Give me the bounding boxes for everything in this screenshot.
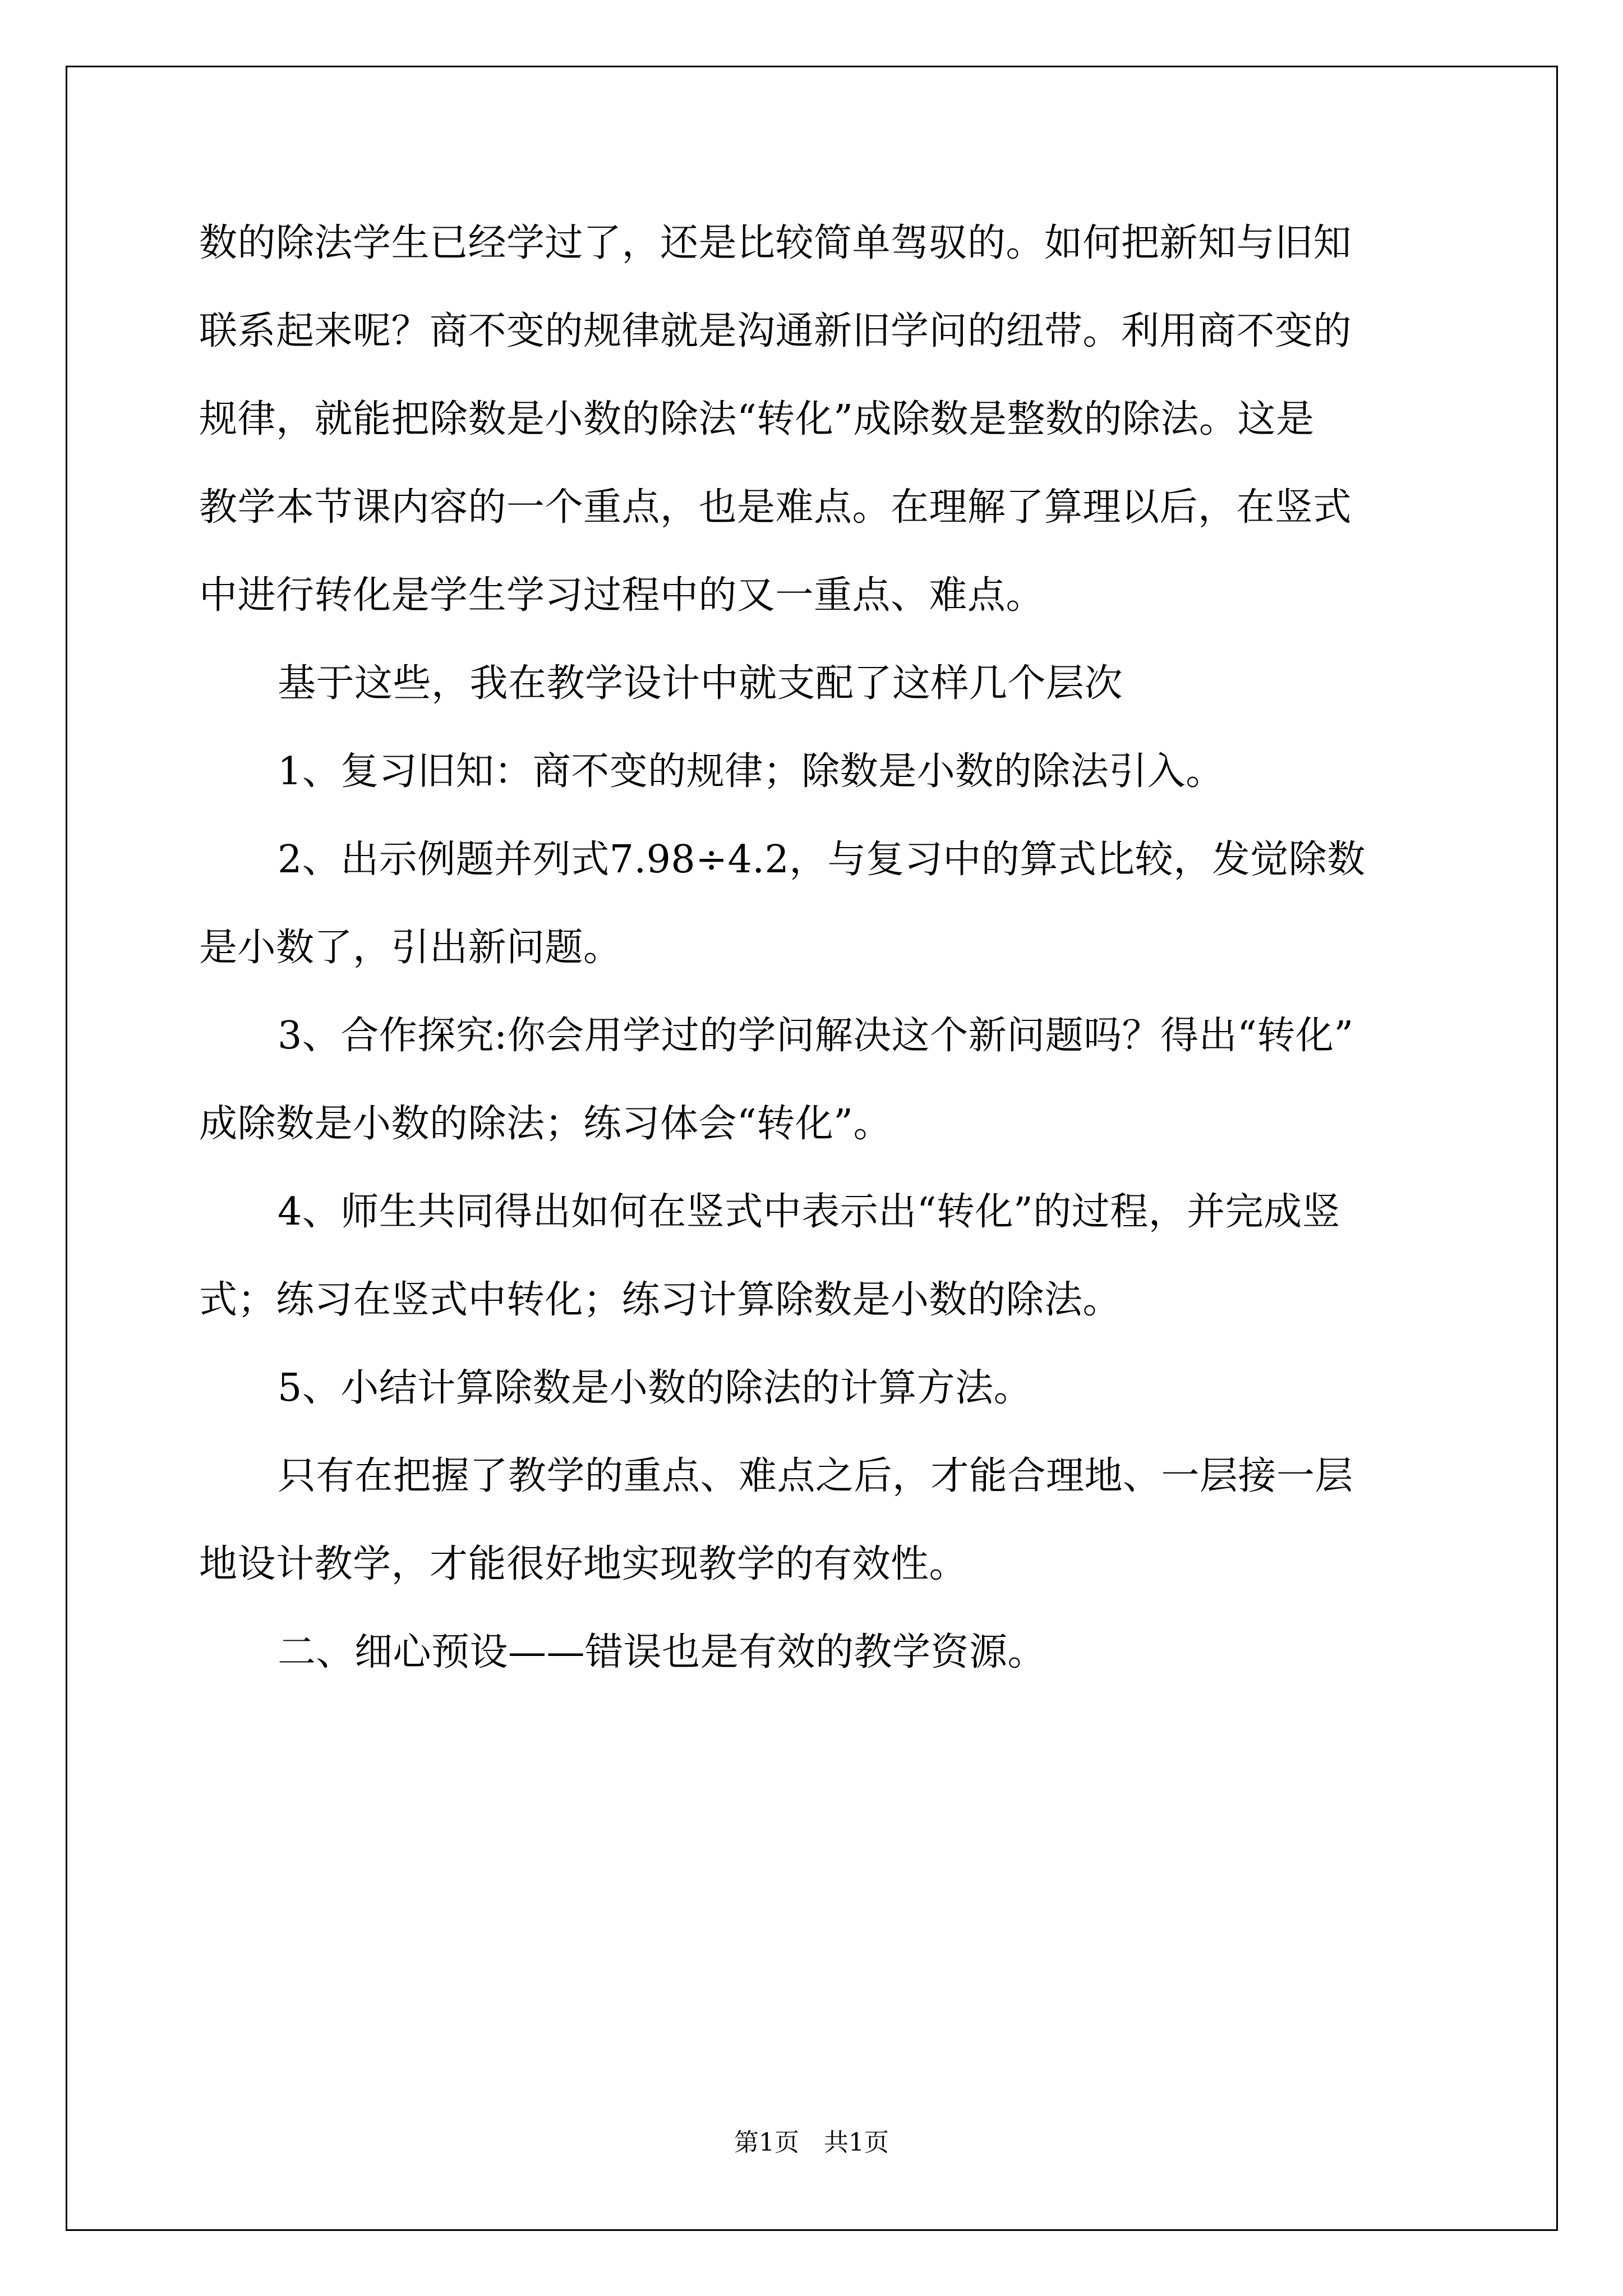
text-line: 2、出示例题并列式7.98÷4.2，与复习中的算式比较，发觉除数 xyxy=(278,838,1366,882)
document-body xyxy=(199,199,1433,1696)
text-line: 联系起来呢？商不变的规律就是沟通新旧学问的纽带。利用商不变的 xyxy=(199,309,1352,353)
text-line: 基于这些，我在教学设计中就支配了这样几个层次 xyxy=(278,661,1123,706)
text-line: 地设计教学，才能很好地实现教学的有效性。 xyxy=(199,1542,968,1586)
text-line: 教学本节课内容的一个重点，也是难点。在理解了算理以后，在竖式 xyxy=(199,485,1352,530)
text-line: 数的除法学生已经学过了，还是比较简单驾驭的。如何把新知与旧知 xyxy=(199,221,1352,265)
text-line: 5、小结计算除数是小数的除法的计算方法。 xyxy=(278,1366,1032,1410)
text-line: 式；练习在竖式中转化；练习计算除数是小数的除法。 xyxy=(199,1278,1122,1322)
text-line: 规律，就能把除数是小数的除法“转化”成除数是整数的除法。这是 xyxy=(199,397,1315,441)
text-line: 中进行转化是学生学习过程中的又一重点、难点。 xyxy=(199,573,1045,618)
text-line: 只有在把握了教学的重点、难点之后，才能合理地、一层接一层 xyxy=(278,1454,1354,1498)
text-line: 是小数了，引出新问题。 xyxy=(199,926,622,970)
text-line: 成除数是小数的除法；练习体会“转化”。 xyxy=(199,1102,892,1146)
text-line: 二、细心预设——错误也是有效的教学资源。 xyxy=(278,1630,1046,1674)
text-line: 3、合作探究:你会用学过的学问解决这个新问题吗？得出“转化” xyxy=(278,1014,1354,1058)
text-line: 4、师生共同得出如何在竖式中表示出“转化”的过程，并完成竖 xyxy=(278,1190,1341,1234)
page-footer: 第1页 共1页 xyxy=(734,2128,889,2157)
text-line: 1、复习旧知：商不变的规律；除数是小数的除法引入。 xyxy=(278,749,1224,794)
